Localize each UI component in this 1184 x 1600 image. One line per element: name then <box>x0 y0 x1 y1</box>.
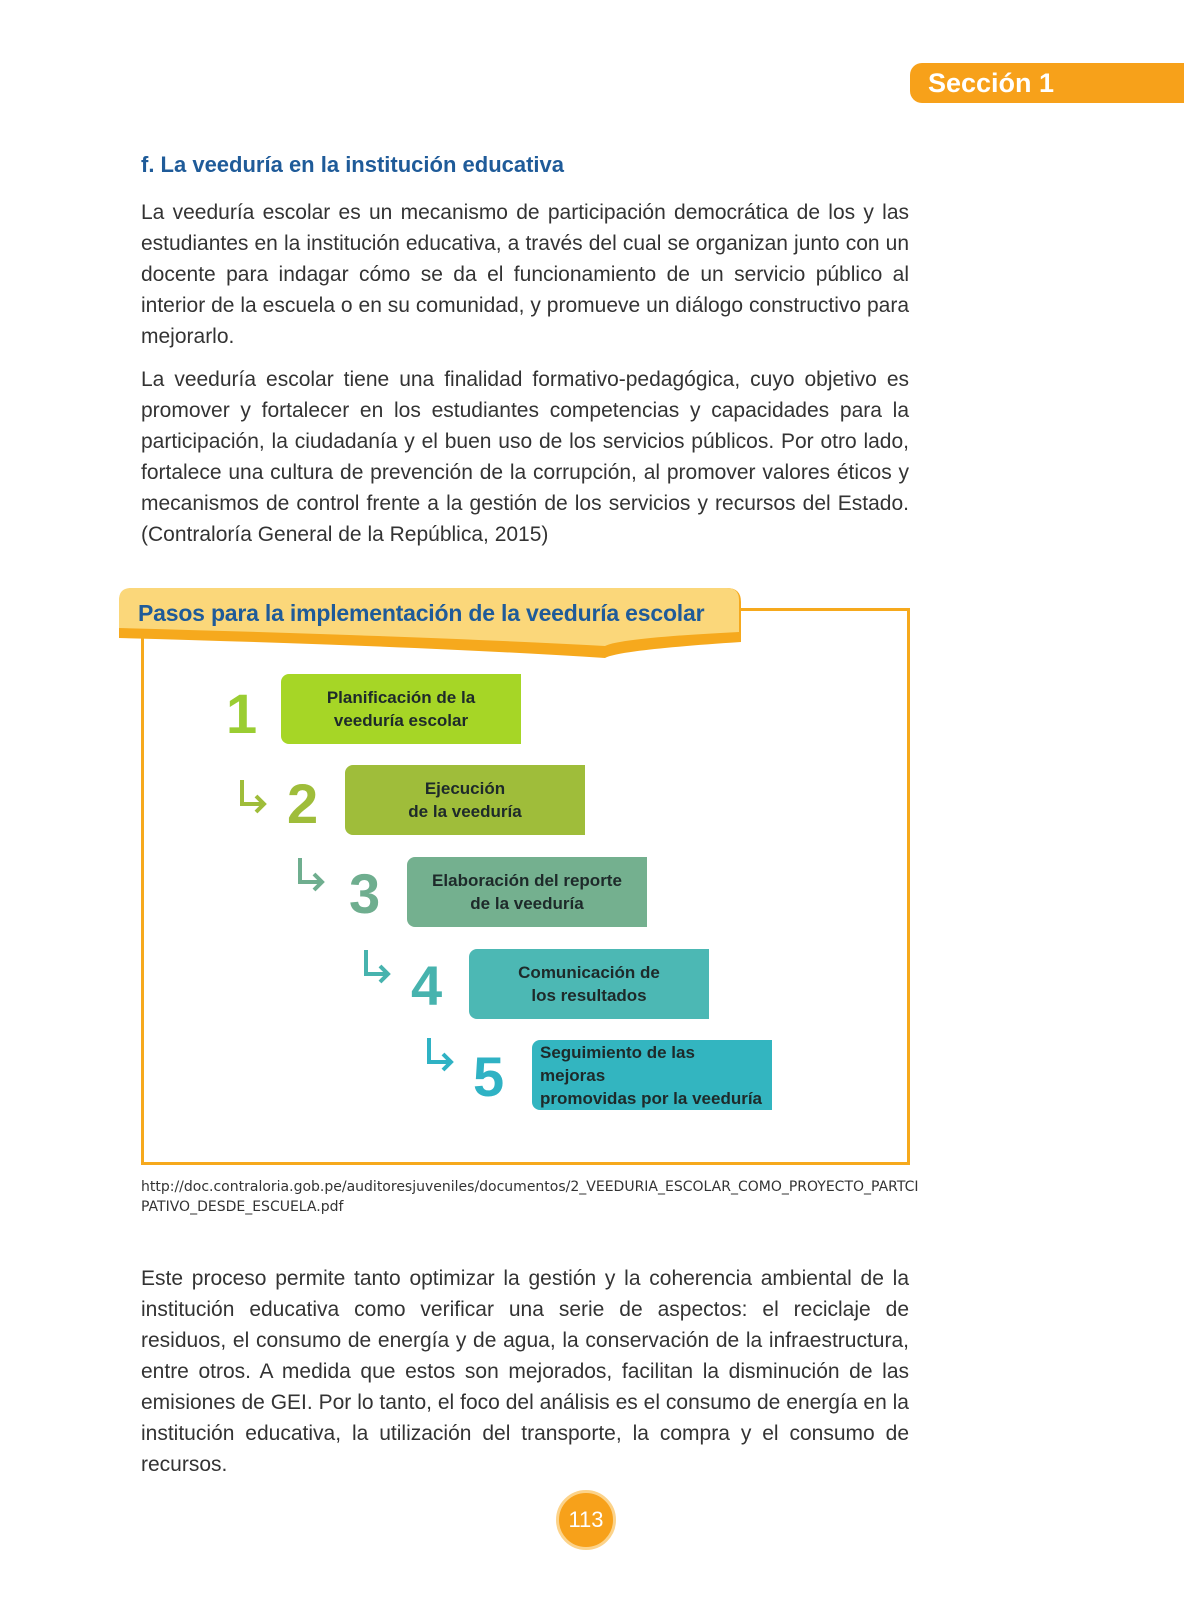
step-3-line-2: de la veeduría <box>470 894 584 913</box>
arrow-down-right-icon <box>294 856 328 896</box>
step-5-line-1: Seguimiento de las mejoras <box>540 1042 695 1085</box>
step-number-4: 4 <box>411 954 443 1017</box>
step-box-4 <box>469 949 709 1019</box>
arrow-down-right-icon <box>423 1036 457 1076</box>
paragraph-process: Este proceso permite tanto optimizar la gestión y la coherencia ambiental de la institución educativa como verificar una serie de aspectos: el reciclaje de residuos, el consumo de energía y de agua, la conservación de la infraestructura, entre otros. A medida que estos son mejorados, facilitan la disminución de las emisiones de GEI. Por lo tanto, el foco del análisis es el consumo de energía en la institución educativa, la utilización del transporte, la compra y el consumo de recursos. <box>141 1267 909 1476</box>
diagram-banner <box>119 588 756 651</box>
step-1-line-1: Planificación de la <box>326 688 476 707</box>
arrow-down-right-icon <box>236 778 270 818</box>
diagram-title: Pasos para la implementación de la veeduría escolar <box>138 600 705 626</box>
step-number-1: 1 <box>226 682 258 745</box>
step-number-2: 2 <box>287 772 319 835</box>
step-box-2 <box>345 765 585 835</box>
step-5-line-2: promovidas por la veeduría <box>540 1088 763 1108</box>
step-number-5: 5 <box>473 1045 505 1108</box>
step-1-line-2: veeduría escolar <box>333 711 469 730</box>
step-box-5 <box>532 1040 772 1110</box>
arrow-down-right-icon <box>360 948 394 988</box>
step-2-line-1: Ejecución <box>424 779 506 798</box>
step-3-line-1: Elaboración del reporte <box>432 871 622 890</box>
step-number-3: 3 <box>349 862 381 925</box>
step-box-3 <box>407 857 647 927</box>
step-2-line-2: de la veeduría <box>408 802 522 821</box>
section-tab: Sección 1 <box>910 63 1184 103</box>
section-heading: f. La veeduría en la institución educativa <box>141 152 565 177</box>
paragraph-purpose: La veeduría escolar tiene una finalidad formativo-pedagógica, cuyo objetivo es promover y fortalecer en los estudiantes competencias y capacidades para la participación, la ciudadanía y el buen uso de los servicios públicos. Por otro lado, fortalece una cultura de prevención de la corrupción, al promover valores éticos y mecanismos de control frente a la gestión de los servicios y recursos del Estado. (Contraloría General de la República, 2015) <box>141 368 909 546</box>
step-4-line-2: los resultados <box>531 986 647 1005</box>
page-number: 113 <box>556 1490 616 1550</box>
source-url: http://doc.contraloria.gob.pe/auditoresjuveniles/documentos/2_VEEDURIA_ESCOLAR_COMO_PROYECTO_PARTCIPATIVO_DESDE_ESCUELA.pdf <box>141 1179 919 1215</box>
step-4-line-1: Comunicación de <box>518 963 660 982</box>
paragraph-definition: La veeduría escolar es un mecanismo de participación democrática de los y las estudiantes en la institución educativa, a través del cual se organizan junto con un docente para indagar cómo se da el funcionamiento de un servicio público al interior de la escuela o en su comunidad, y promueve un diálogo constructivo para mejorarlo. <box>141 201 909 348</box>
step-box-1 <box>281 674 521 744</box>
